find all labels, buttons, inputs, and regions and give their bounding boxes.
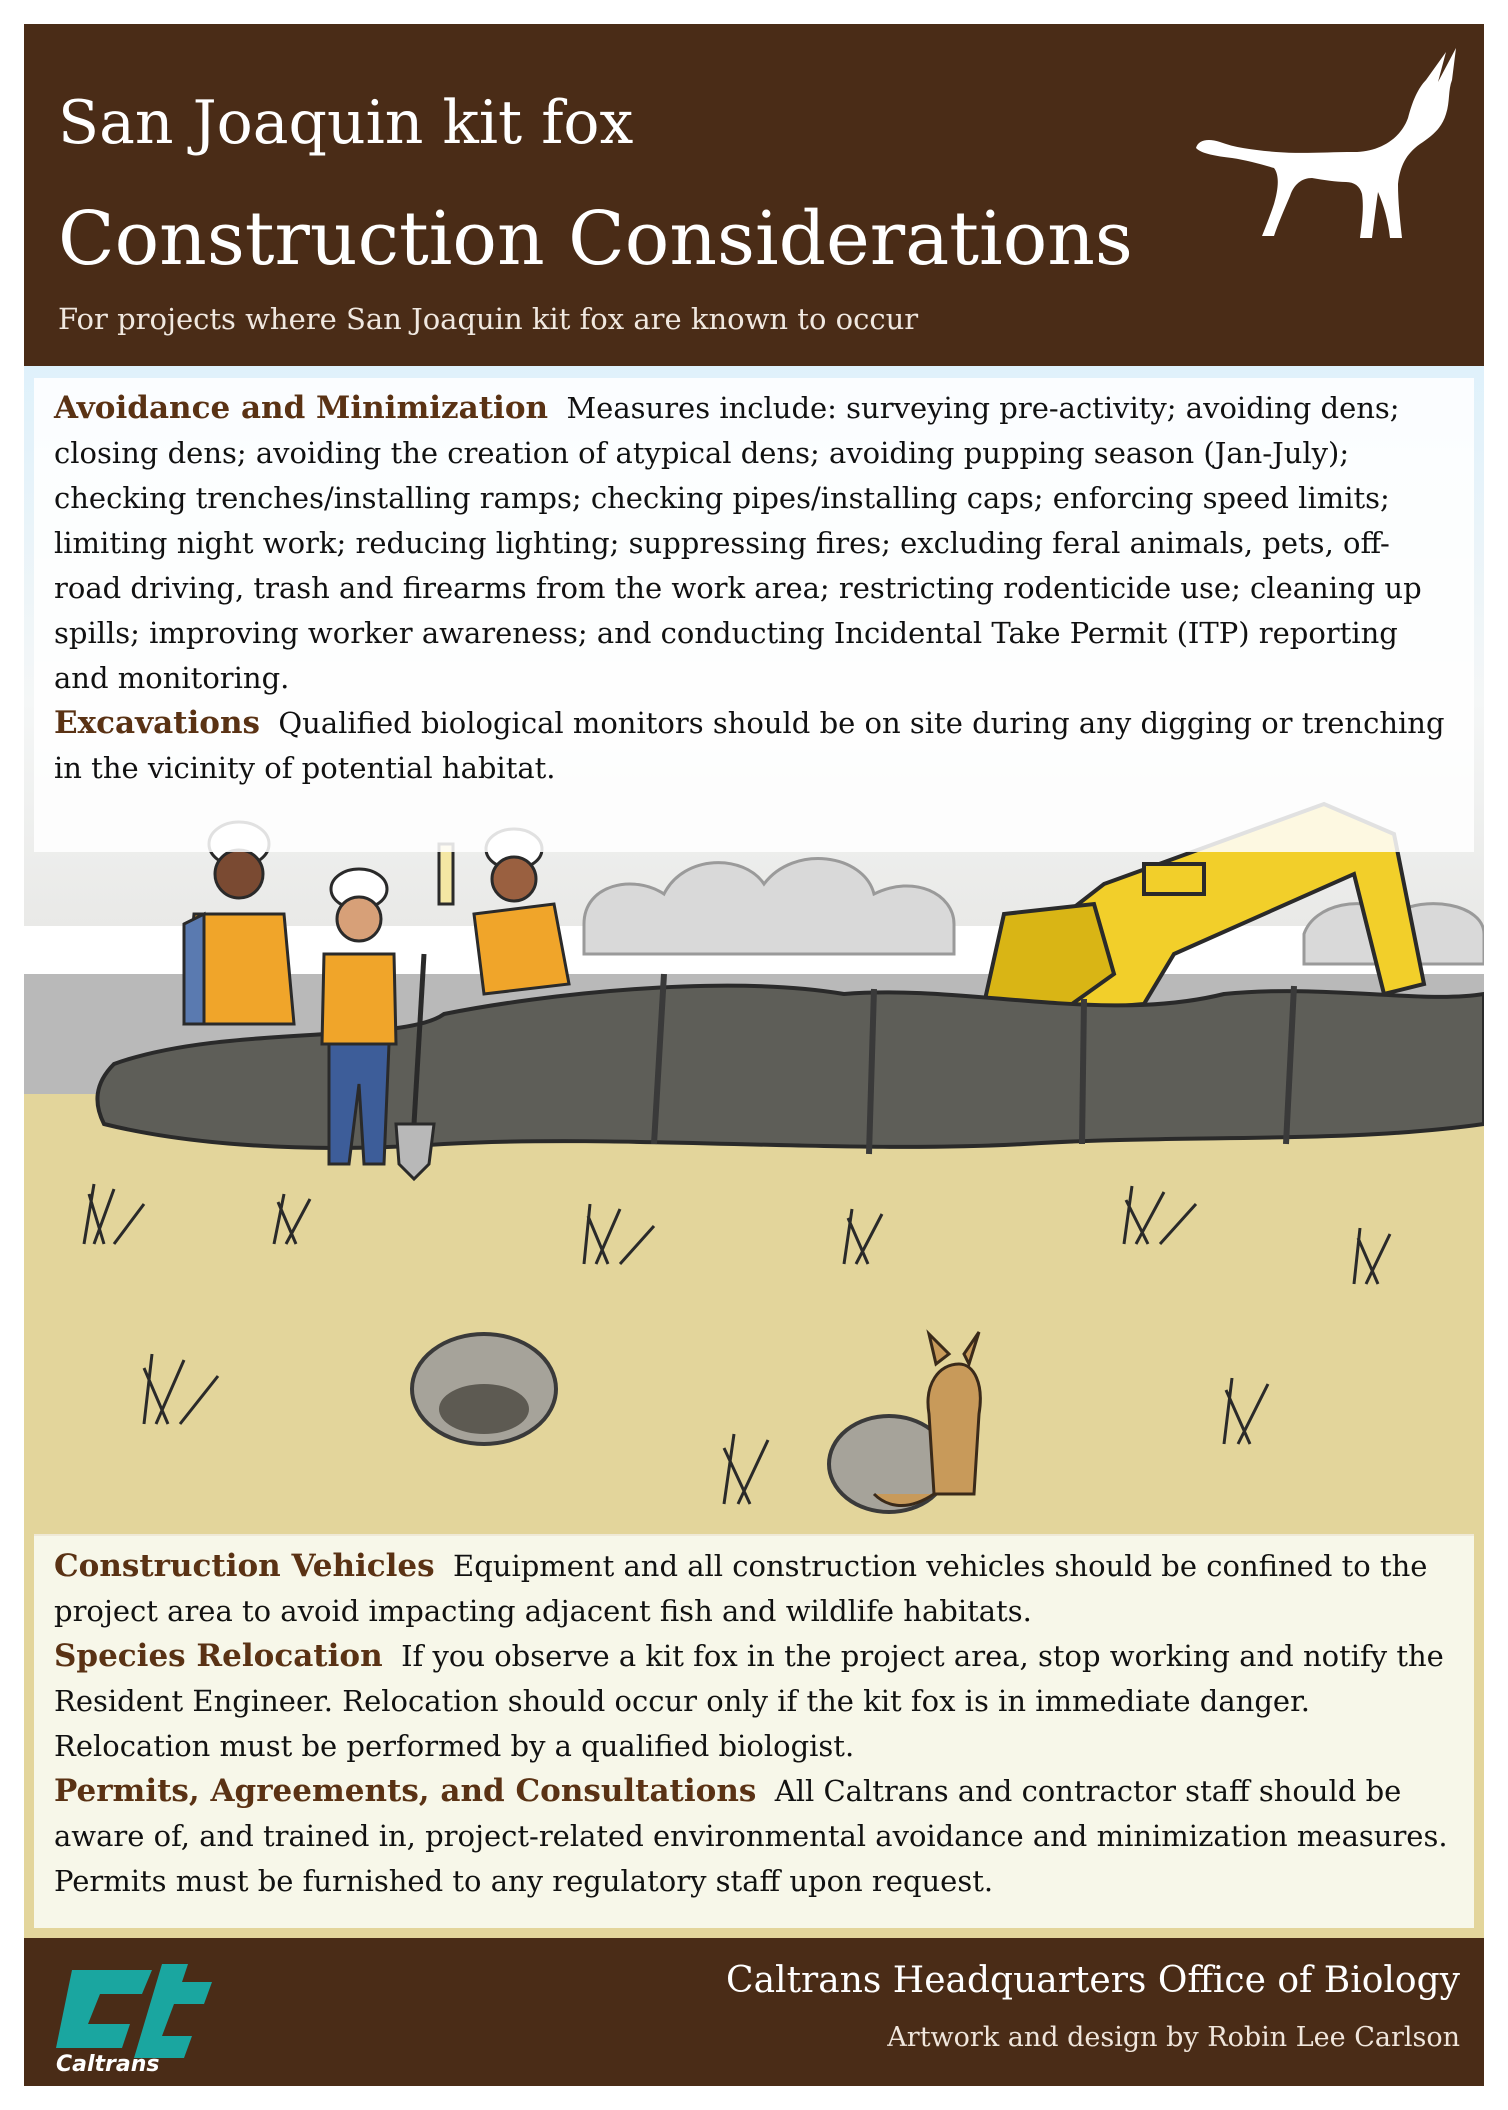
guidance-text-panel bbox=[34, 1534, 1474, 1928]
kit-fox-silhouette-icon bbox=[1194, 44, 1464, 254]
page-title-species: San Joaquin kit fox bbox=[58, 88, 634, 158]
section-heading: Excavations bbox=[54, 705, 260, 741]
organization-name: Caltrans Headquarters Office of Biology bbox=[726, 1960, 1460, 2001]
footer-banner bbox=[24, 1938, 1484, 2086]
worker-right bbox=[439, 829, 569, 994]
section-body: All Caltrans and contractor staff should be aware of, and trained in, project-related environmental avoidance and minimization measures. Permits must be furnished to any regulatory staff upon request. bbox=[54, 1774, 1448, 1898]
caltrans-logo-text: Caltrans bbox=[56, 2052, 160, 2077]
page-title: Construction Considerations bbox=[58, 196, 1133, 282]
poster bbox=[24, 24, 1484, 2086]
cloud-shape bbox=[584, 859, 954, 954]
grass-tufts bbox=[84, 1184, 1390, 1504]
measures-text-panel bbox=[34, 378, 1474, 852]
section-body: If you observe a kit fox in the project area, stop working and notify the Resident Engineer. Relocation should occur only if the kit fox is in immediate danger. Relocation must be performed by a qualified biologist. bbox=[54, 1639, 1444, 1763]
section-relocation bbox=[54, 1634, 1454, 1769]
section-permits bbox=[54, 1769, 1454, 1904]
section-heading: Permits, Agreements, and Consultations bbox=[54, 1773, 757, 1809]
section-vehicles bbox=[54, 1536, 1454, 1634]
header-banner bbox=[24, 24, 1484, 366]
section-excavations bbox=[54, 701, 1454, 791]
section-heading: Construction Vehicles bbox=[54, 1548, 435, 1584]
section-body: Measures include: surveying pre-activity; avoiding dens; closing dens; avoiding the creation of atypical dens; avoiding pupping season (Jan-July); checking trenches/installing ramps; checking pipes/installing caps; enforcing speed limits; limiting night work; reducing lighting; suppressing fires; excluding feral animals, pets, off-road driving, trash and firearms from the work area; restricting rodenticide use; cleaning up spills; improving worker awareness; and conducting Incidental Take Permit (ITP) reporting and monitoring. bbox=[54, 391, 1422, 695]
section-avoidance bbox=[54, 378, 1454, 701]
page-subtitle: For projects where San Joaquin kit fox are known to occur bbox=[58, 302, 919, 336]
worker-left bbox=[184, 822, 294, 1024]
section-body: Equipment and all construction vehicles should be confined to the project area to avoid impacting adjacent fish and wildlife habitats. bbox=[54, 1549, 1428, 1628]
section-body: Qualified biological monitors should be on site during any digging or trenching in the vicinity of potential habitat. bbox=[54, 706, 1445, 785]
section-heading: Avoidance and Minimization bbox=[54, 390, 549, 426]
artwork-credit: Artwork and design by Robin Lee Carlson bbox=[887, 2022, 1460, 2053]
section-heading: Species Relocation bbox=[54, 1638, 383, 1674]
construction-scene-illustration bbox=[24, 724, 1484, 1584]
